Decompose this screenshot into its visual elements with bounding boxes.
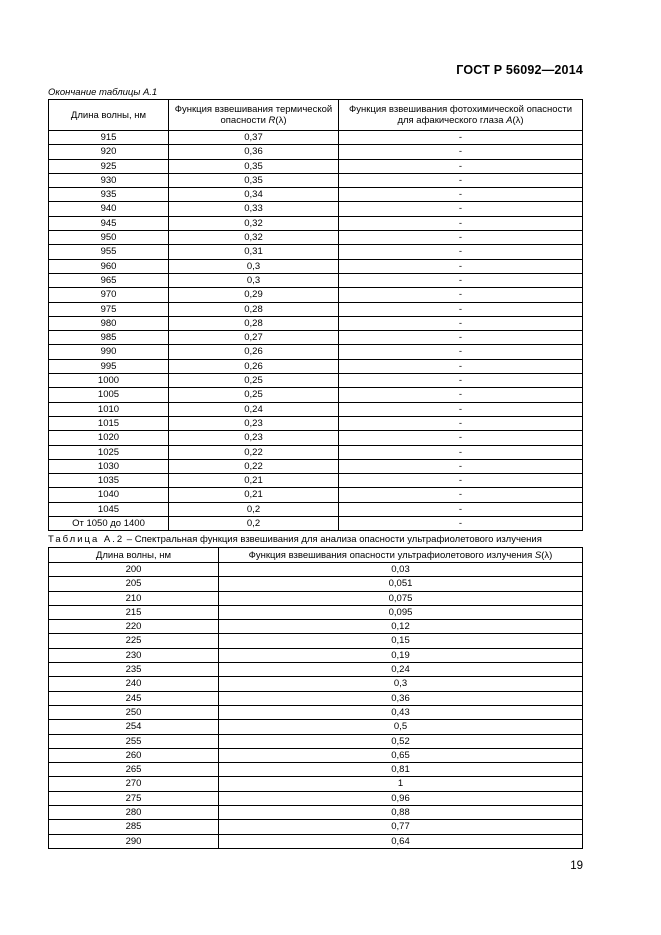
table2-cell: 0,96: [219, 791, 583, 805]
table2-cell: 265: [49, 763, 219, 777]
table1-cell: -: [339, 488, 583, 502]
table2-row: [49, 677, 583, 691]
table1-row: [49, 345, 583, 359]
table1-cell: 0,26: [169, 359, 339, 373]
table1-cell: 1020: [49, 431, 169, 445]
table2-header-uv-hazard: Функция взвешивания опасности ультрафиолетового излучения S(λ): [219, 548, 583, 563]
table2-cell: 285: [49, 820, 219, 834]
table1-cell: -: [339, 216, 583, 230]
table2-caption-label: Таблица А.2: [48, 534, 125, 545]
table1-cell: -: [339, 302, 583, 316]
table1-cell: 0,3: [169, 273, 339, 287]
table1-row: [49, 388, 583, 402]
table1-header-aphakic-hazard: Функция взвешивания фотохимической опасности для афакического глаза A(λ): [339, 100, 583, 131]
table1: [48, 99, 583, 531]
table1-cell: 955: [49, 245, 169, 259]
table1-cell: 940: [49, 202, 169, 216]
table2-body: [49, 563, 583, 849]
table1-cell: 0,24: [169, 402, 339, 416]
table1-cell: -: [339, 145, 583, 159]
table1-row: [49, 331, 583, 345]
table2-row: [49, 734, 583, 748]
table2-cell: 255: [49, 734, 219, 748]
table1-row: [49, 445, 583, 459]
table2-cell: 0,81: [219, 763, 583, 777]
table2-cell: 0,88: [219, 806, 583, 820]
table1-row: [49, 231, 583, 245]
table2-cell: 1: [219, 777, 583, 791]
table1-cell: 1030: [49, 459, 169, 473]
table2-cell: 280: [49, 806, 219, 820]
table1-cell: 920: [49, 145, 169, 159]
table1-cell: 0,25: [169, 388, 339, 402]
table1-cell: -: [339, 445, 583, 459]
table2-row: [49, 563, 583, 577]
table2-cell: 225: [49, 634, 219, 648]
table1-cell: 925: [49, 159, 169, 173]
table1-cell: 0,21: [169, 488, 339, 502]
table2-cell: 0,12: [219, 620, 583, 634]
table2-cell: 240: [49, 677, 219, 691]
table2-cell: 0,5: [219, 720, 583, 734]
table2-cell: 0,65: [219, 748, 583, 762]
table1-cell: 0,3: [169, 259, 339, 273]
table2-cell: 0,24: [219, 663, 583, 677]
table2-cell: 0,15: [219, 634, 583, 648]
table1-cell: -: [339, 131, 583, 145]
table1-cell: 1005: [49, 388, 169, 402]
table1-cell: 0,36: [169, 145, 339, 159]
page-number: 19: [570, 860, 583, 872]
table1-row: [49, 416, 583, 430]
table1-cell: 0,23: [169, 431, 339, 445]
table2-cell: 0,77: [219, 820, 583, 834]
table1-row: [49, 316, 583, 330]
table1-cell: 0,25: [169, 374, 339, 388]
table1-row: [49, 374, 583, 388]
table1-cell: 980: [49, 316, 169, 330]
table1-cell: -: [339, 202, 583, 216]
table1-cell: -: [339, 331, 583, 345]
table1-cell: 0,21: [169, 474, 339, 488]
table2-row: [49, 691, 583, 705]
table1-cell: 0,35: [169, 173, 339, 187]
table2-cell: 0,03: [219, 563, 583, 577]
table1-cell: -: [339, 517, 583, 531]
table2-cell: 0,095: [219, 605, 583, 619]
table1-cell: -: [339, 474, 583, 488]
table1-cell: 965: [49, 273, 169, 287]
table2-cell: 275: [49, 791, 219, 805]
table2-row: [49, 720, 583, 734]
table1-cell: -: [339, 502, 583, 516]
table1-cell: 950: [49, 231, 169, 245]
table1-cell: 1010: [49, 402, 169, 416]
table1-cell: 960: [49, 259, 169, 273]
table1-row: [49, 459, 583, 473]
table2-cell: 290: [49, 834, 219, 848]
table1-cell: 0,22: [169, 445, 339, 459]
table1-cell: -: [339, 416, 583, 430]
table2-cell: 215: [49, 605, 219, 619]
table2-cell: 0,075: [219, 591, 583, 605]
table2-cell: 0,051: [219, 577, 583, 591]
table1-cell: -: [339, 273, 583, 287]
table1-cell: 0,32: [169, 216, 339, 230]
table2-header-row: [49, 548, 583, 563]
document-standard-code: ГОСТ Р 56092—2014: [456, 63, 583, 77]
table1-cell: -: [339, 159, 583, 173]
table1-row: [49, 216, 583, 230]
table2-row: [49, 605, 583, 619]
table1-cell: 1040: [49, 488, 169, 502]
table1-cell: -: [339, 245, 583, 259]
table1-row: [49, 302, 583, 316]
table1-cell: -: [339, 359, 583, 373]
table2-row: [49, 834, 583, 848]
table2-cell: 235: [49, 663, 219, 677]
table1-cell: 0,29: [169, 288, 339, 302]
table2-cell: 0,64: [219, 834, 583, 848]
table1-row: [49, 273, 583, 287]
table1-header-row: [49, 100, 583, 131]
table1-cell: 1045: [49, 502, 169, 516]
table1-cell: 0,37: [169, 131, 339, 145]
table2-row: [49, 663, 583, 677]
table1-cell: -: [339, 173, 583, 187]
table1-cell: -: [339, 374, 583, 388]
table1-cell: 0,27: [169, 331, 339, 345]
table1-cell: -: [339, 316, 583, 330]
table1-cell: 990: [49, 345, 169, 359]
table2-row: [49, 820, 583, 834]
table1-cell: -: [339, 259, 583, 273]
table2-header-wavelength: Длина волны, нм: [49, 548, 219, 563]
table1-cell: -: [339, 231, 583, 245]
table1-cell: 0,28: [169, 302, 339, 316]
table2-row: [49, 634, 583, 648]
table2-cell: 205: [49, 577, 219, 591]
table1-body: [49, 131, 583, 531]
table1-cell: 915: [49, 131, 169, 145]
table1-row: [49, 188, 583, 202]
table1-cell: -: [339, 288, 583, 302]
table2-cell: 0,36: [219, 691, 583, 705]
table1-cell: 1000: [49, 374, 169, 388]
table2-caption-text: – Спектральная функция взвешивания для анализа опасности ультрафиолетового излучения: [126, 534, 542, 545]
table1-row: [49, 159, 583, 173]
table1-cell: -: [339, 402, 583, 416]
table1-cell: 970: [49, 288, 169, 302]
table2-cell: 210: [49, 591, 219, 605]
table2-row: [49, 591, 583, 605]
table2-row: [49, 791, 583, 805]
table1-row: [49, 517, 583, 531]
table1-cell: 0,23: [169, 416, 339, 430]
table2-row: [49, 748, 583, 762]
table2-cell: 0,43: [219, 705, 583, 719]
table2-cell: 0,3: [219, 677, 583, 691]
table1-cell: -: [339, 431, 583, 445]
table1-row: [49, 502, 583, 516]
table1-cell: От 1050 до 1400: [49, 517, 169, 531]
table1-cell: 0,34: [169, 188, 339, 202]
table1-row: [49, 288, 583, 302]
table2-cell: 270: [49, 777, 219, 791]
table1-cell: 995: [49, 359, 169, 373]
table1-cell: -: [339, 388, 583, 402]
table1-row: [49, 145, 583, 159]
table1-cell: 930: [49, 173, 169, 187]
table2-caption: [48, 534, 542, 545]
table1-row: [49, 488, 583, 502]
table1-cell: 1025: [49, 445, 169, 459]
table1-cell: 0,35: [169, 159, 339, 173]
table1-header-wavelength: Длина волны, нм: [49, 100, 169, 131]
table2-cell: 260: [49, 748, 219, 762]
table1-cell: 0,22: [169, 459, 339, 473]
table1-cell: 985: [49, 331, 169, 345]
table1-caption: Окончание таблицы А.1: [48, 87, 158, 98]
table1-row: [49, 202, 583, 216]
table1-row: [49, 173, 583, 187]
table1-cell: 0,2: [169, 502, 339, 516]
table2-row: [49, 763, 583, 777]
table1-cell: 0,32: [169, 231, 339, 245]
table1-cell: 0,2: [169, 517, 339, 531]
table1-row: [49, 474, 583, 488]
table1-cell: 1035: [49, 474, 169, 488]
table1-cell: -: [339, 459, 583, 473]
table1-row: [49, 359, 583, 373]
table1-row: [49, 402, 583, 416]
table2-cell: 220: [49, 620, 219, 634]
table2-cell: 0,19: [219, 648, 583, 662]
table1-cell: 0,31: [169, 245, 339, 259]
table1-cell: -: [339, 345, 583, 359]
table1-cell: 945: [49, 216, 169, 230]
table1-row: [49, 245, 583, 259]
table1-cell: 0,28: [169, 316, 339, 330]
table2-row: [49, 577, 583, 591]
table2-cell: 0,52: [219, 734, 583, 748]
table1-row: [49, 431, 583, 445]
table2-cell: 230: [49, 648, 219, 662]
table2-cell: 245: [49, 691, 219, 705]
table2-row: [49, 620, 583, 634]
table2-cell: 254: [49, 720, 219, 734]
table1-row: [49, 131, 583, 145]
table2-row: [49, 705, 583, 719]
table2-row: [49, 648, 583, 662]
table2-cell: 250: [49, 705, 219, 719]
table1-cell: -: [339, 188, 583, 202]
table1-row: [49, 259, 583, 273]
table1-cell: 0,26: [169, 345, 339, 359]
table1-cell: 1015: [49, 416, 169, 430]
table1-cell: 975: [49, 302, 169, 316]
table1-header-thermal-hazard: Функция взвешивания термической опасности R(λ): [169, 100, 339, 131]
table1-cell: 935: [49, 188, 169, 202]
table2-row: [49, 806, 583, 820]
table2-cell: 200: [49, 563, 219, 577]
table2-row: [49, 777, 583, 791]
table2: [48, 547, 583, 849]
table1-cell: 0,33: [169, 202, 339, 216]
